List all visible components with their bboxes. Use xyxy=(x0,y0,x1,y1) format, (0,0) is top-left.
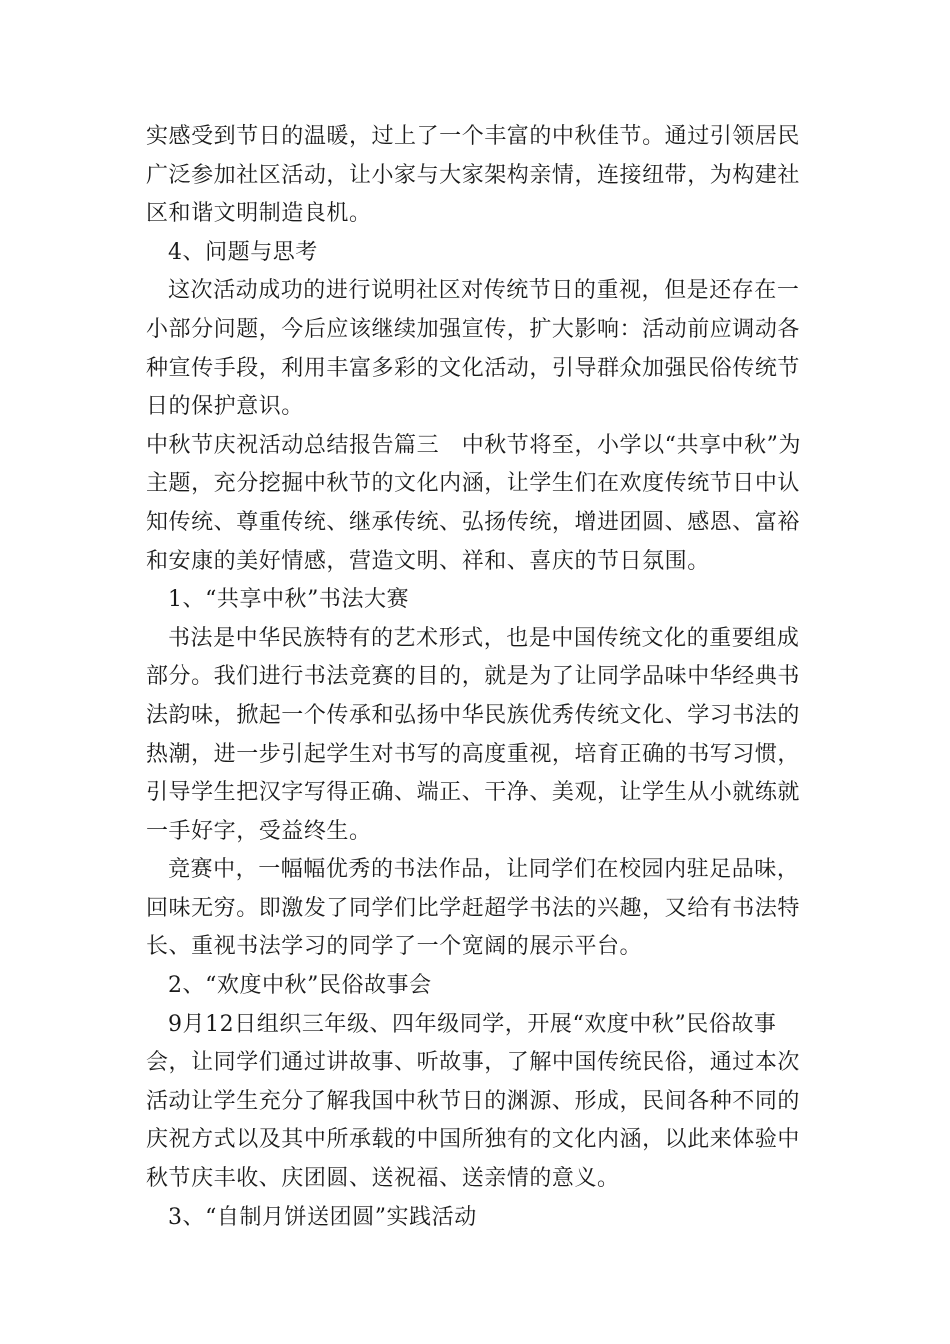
section-heading-mooncake: 3、“自制月饼送团圆”实践活动 xyxy=(168,1204,477,1230)
paragraph-calligraphy-purpose: 书法是中华民族特有的艺术形式，也是中国传统文化的重要组成部分。我们进行书法竞赛的目的，就是为了让同学品味中华经典书法韵味，掀起一个传承和弘扬中华民族优秀传统文化、学习书法的热潮，进一步引起学生对书写的高度重视，培育正确的书写习惯，引导学生把汉字写得正确、端正、干净、美观，让学生从小就练就一手好字，受益终生。 xyxy=(146,625,800,844)
document-body xyxy=(146,118,814,1237)
paragraph-problems: 这次活动成功的进行说明社区对传统节日的重视，但是还存在一小部分问题，今后应该继续加强宣传，扩大影响：活动前应调动各种宣传手段，利用丰富多彩的文化活动，引导群众加强民俗传统节日的保护意识。 xyxy=(146,278,800,420)
paragraph-report-three-intro: 中秋节庆祝活动总结报告篇三 中秋节将至，小学以“共享中秋”为主题，充分挖掘中秋节的文化内涵，让学生们在欢度传统节日中认知传统、尊重传统、继承传统、弘扬传统，增进团圆、感恩、富裕和安康的美好情感，营造文明、祥和、喜庆的节日氛围。 xyxy=(146,432,801,574)
section-heading-problems: 4、问题与思考 xyxy=(168,239,318,265)
section-heading-calligraphy: 1、“共享中秋”书法大赛 xyxy=(168,587,410,613)
paragraph-folk-stories: 9月12日组织三年级、四年级同学，开展“欢度中秋”民俗故事会，让同学们通过讲故事、听故事，了解中国传统民俗，通过本次活动让学生充分了解我国中秋节日的渊源、形成，民间各种不同的庆祝方式以及其中所承载的中国所独有的文化内涵，以此来体验中秋节庆丰收、庆团圆、送祝福、送亲情的意义。 xyxy=(146,1011,800,1192)
paragraph-calligraphy-result: 竞赛中，一幅幅优秀的书法作品，让同学们在校园内驻足品味，回味无穷。即激发了同学们比学赶超学书法的兴趣，又给有书法特长、重视书法学习的同学了一个宽阔的展示平台。 xyxy=(146,857,800,960)
section-heading-folk-stories: 2、“欢度中秋”民俗故事会 xyxy=(168,973,432,999)
paragraph-community-summary: 实感受到节日的温暖，过上了一个丰富的中秋佳节。通过引领居民广泛参加社区活动，让小家与大家架构亲情，连接纽带，为构建社区和谐文明制造良机。 xyxy=(146,124,800,227)
